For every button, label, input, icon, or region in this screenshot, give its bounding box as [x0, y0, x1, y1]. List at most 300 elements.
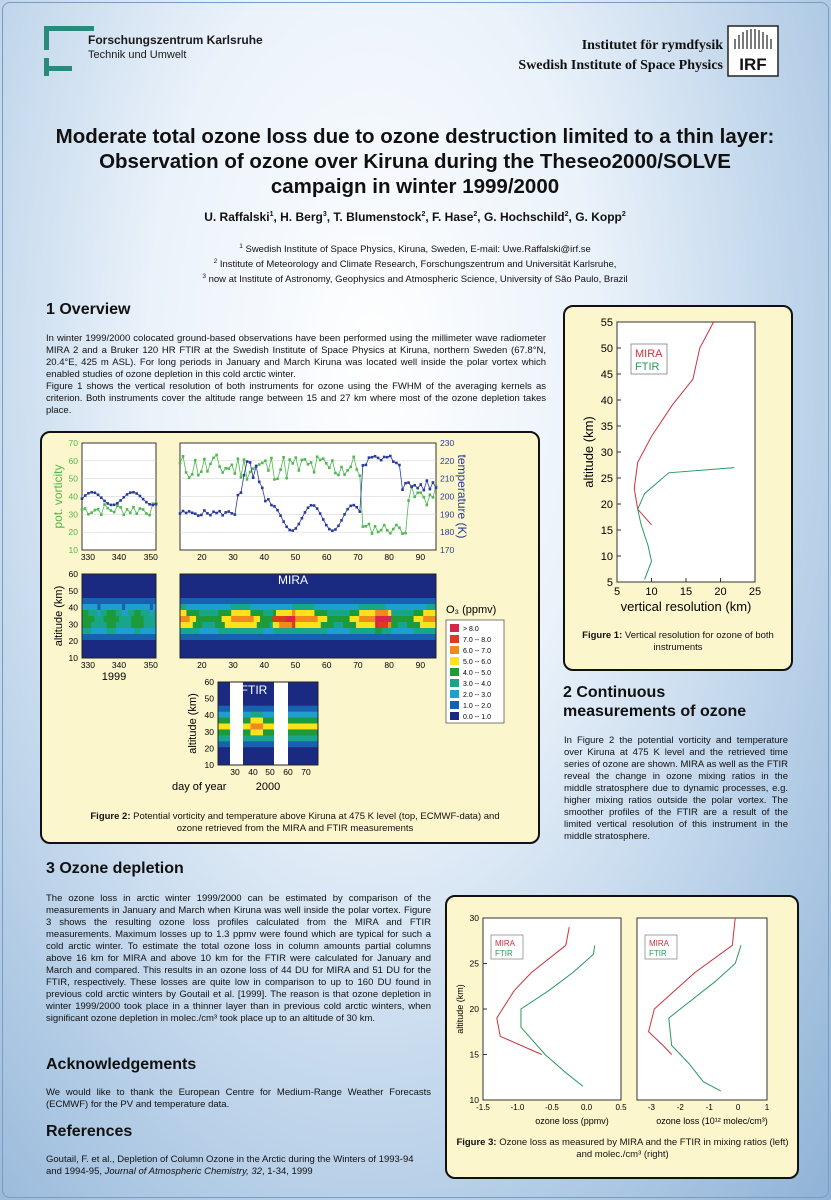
fig2-mira-cell [414, 586, 418, 592]
fig2-mira-cell [334, 598, 338, 604]
fig2-ftir-cell [313, 759, 316, 765]
fig2-temp-2000-point [291, 529, 294, 532]
fig2-mira-cell [382, 628, 386, 634]
reference-entry [46, 1154, 431, 1178]
fig2-mira-cell [196, 586, 200, 592]
fig2-o3-1999-cell [144, 628, 147, 634]
fig2-mira-cell [209, 628, 213, 634]
fig2-mira-cell [321, 598, 325, 604]
fig2-mira-cell [282, 604, 286, 610]
fig2-ftir-cell [293, 735, 296, 741]
fig2-mira-cell [366, 646, 370, 652]
fig2-mira-cell [196, 628, 200, 634]
fig2-o3-1999-cell [113, 580, 116, 586]
fig2-mira-cell [241, 646, 245, 652]
fig2-pv-2000-point [404, 532, 407, 535]
fig2-temp-2000-point [340, 519, 343, 522]
fig2-mira-cell [359, 634, 363, 640]
fig2-mira-cell [343, 646, 347, 652]
fig2-mira-cell [343, 616, 347, 622]
fig2-mira-cell [423, 622, 427, 628]
fig3-ytick-label: 30 [469, 913, 479, 923]
fig2-mira-cell [199, 634, 203, 640]
fig2-mira-cell [270, 580, 274, 586]
fig2-mira-cell [257, 652, 261, 658]
fig2-pv-2000-point [371, 532, 374, 535]
fig2-mira-cell [423, 628, 427, 634]
fig2-o3-1999-cell [134, 598, 137, 604]
fig2-pv-2000-point [227, 467, 230, 470]
fig2-temp-2000-point [401, 488, 404, 491]
fig2-o3-1999-cell [144, 580, 147, 586]
fig2-mira-cell [273, 622, 277, 628]
fig2-mira-cell [273, 598, 277, 604]
fig2-mira-cell [343, 640, 347, 646]
fig2-mira-cell [366, 610, 370, 616]
fig2-mira-cell [266, 640, 270, 646]
fig2-temp-tick: 170 [440, 545, 455, 555]
fig2-mira-cell [378, 616, 382, 622]
fig2-o3-1999-cell [107, 628, 110, 634]
fig2-mira-cell [420, 616, 424, 622]
fig2-mira-cell [385, 574, 389, 580]
fig2-o3-1999-cell [88, 610, 91, 616]
fig2-ftir-cell [311, 712, 314, 718]
fig2-ftir-cell [248, 741, 251, 747]
fig2-mira-cell [334, 622, 338, 628]
fig2-mira-cell [401, 640, 405, 646]
fig2-mira-cell [407, 616, 411, 622]
fig2-o3-1999-cell [104, 598, 107, 604]
fig2-o3-1999-cell [101, 592, 104, 598]
fig2-pv-1999-point [135, 512, 138, 515]
fig2-mira-cell [430, 640, 434, 646]
fig2-mira-cell [417, 628, 421, 634]
fig2-pv-2000-point [423, 496, 426, 499]
fig2-mira-cell [247, 574, 251, 580]
fig2-o3-1999-cell [110, 634, 113, 640]
fig2-year-2000: 2000 [255, 781, 281, 793]
fig2-o3-1999-cell [138, 574, 141, 580]
fig2-o3-1999-cell [110, 580, 113, 586]
fig2-mira-cell [404, 622, 408, 628]
fig2-mira-cell [308, 622, 312, 628]
fig2-mira-cell [222, 616, 226, 622]
fig2-mira-cell [302, 598, 306, 604]
fig2-ftir-cell [226, 718, 229, 724]
fig2-mira-cell [321, 622, 325, 628]
fig2-mira-cell [318, 598, 322, 604]
fig2-mira-cell [209, 604, 213, 610]
fig2-mira-cell [356, 598, 360, 604]
fig2-xtick-2000: 20 [197, 552, 207, 562]
fig2-mira-cell [234, 616, 238, 622]
fig2-ftir-cell [313, 724, 316, 730]
fig2-mira-cell [276, 634, 280, 640]
fig2-mira-cell [401, 622, 405, 628]
fig2-mira-cell [407, 586, 411, 592]
fig2-o3-1999-cell [110, 622, 113, 628]
fig2-mira-cell [286, 598, 290, 604]
fig2-mira-cell [295, 598, 299, 604]
fig2-mira-cell [215, 604, 219, 610]
fig2-o3-1999-cell [138, 646, 141, 652]
fig2-mira-cell [202, 634, 206, 640]
fig2-o3-1999-cell [150, 640, 153, 646]
fig2-mira-cell [366, 586, 370, 592]
fig2-pv-2000-point [416, 491, 419, 494]
fig2-temp-2000-point [231, 512, 234, 515]
fig2-o3-1999-cell [94, 610, 97, 616]
fig2-mira-cell [199, 628, 203, 634]
fig2-o3-1999-cell [131, 580, 134, 586]
fig2-mira-cell [209, 598, 213, 604]
fig2-o3-1999-cell [131, 634, 134, 640]
fig2-o3-1999-cell [150, 616, 153, 622]
fig2-mira-cell [388, 598, 392, 604]
fig2-xtick-2000-b: 20 [197, 660, 207, 670]
fig2-mira-cell [420, 592, 424, 598]
fig2-o3-1999-cell [144, 640, 147, 646]
fig2-ftir-cell [291, 688, 294, 694]
fig2-mira-cell [337, 628, 341, 634]
fig2-mira-cell [260, 646, 264, 652]
fig2-ftir-cell [271, 712, 274, 718]
fig2-o3-1999-cell [104, 616, 107, 622]
fig2-mira-cell [378, 580, 382, 586]
fig2-o3-1999-cell [141, 646, 144, 652]
fig2-pv-tick: 40 [68, 491, 78, 502]
fig2-o3-1999-cell [94, 640, 97, 646]
fig2-temp-2000-point [221, 514, 224, 517]
fig2-o3-1999-cell [91, 622, 94, 628]
fig2-mira-cell [356, 640, 360, 646]
fig2-o3-1999-cell [150, 580, 153, 586]
fig2-o3-1999-cell [122, 628, 125, 634]
fig2-mira-cell [295, 628, 299, 634]
fig2-mira-cell [234, 652, 238, 658]
fig2-ftir-cell [251, 700, 254, 706]
fig2-mira-cell [430, 580, 434, 586]
fig2-mira-cell [183, 586, 187, 592]
fig2-o3-1999-cell [104, 592, 107, 598]
fig2-ftir-cell [248, 718, 251, 724]
fig2-pv-1999-point [139, 507, 142, 510]
fig2-pv-1999-point [100, 513, 103, 516]
fig2-ftir-cell [303, 741, 306, 747]
fig2-o3-1999-cell [85, 574, 88, 580]
fig2-ftir-cell [266, 747, 269, 753]
fig2-mira-cell [183, 604, 187, 610]
fig2-o3-1999-cell [97, 628, 100, 634]
fig2-o3-1999-cell [110, 616, 113, 622]
fig2-o3-1999-cell [131, 652, 134, 658]
fig2-pv-1999-point [84, 507, 87, 510]
fig2-mira-cell [193, 616, 197, 622]
fig2-temp-tick: 210 [440, 473, 455, 484]
fig2-temp-1999-point [110, 504, 113, 507]
fig2-o3-1999-cell [122, 646, 125, 652]
fig2-ftir-cell [306, 706, 309, 712]
fig2-ftir-cell [243, 741, 246, 747]
fig2-mira-cell [340, 610, 344, 616]
fig2-mira-cell [241, 610, 245, 616]
fig2-o3-1999-cell [85, 628, 88, 634]
fig2-mira-cell [346, 646, 350, 652]
fig2-mira-cell [321, 580, 325, 586]
fig2-mira-cell [199, 610, 203, 616]
fig2-pv-2000-point [374, 525, 377, 528]
fig2-mira-cell [334, 628, 338, 634]
fig2-mira-cell [410, 646, 414, 652]
fig2-mira-cell [260, 598, 264, 604]
fig2-o3-1999-cell [113, 646, 116, 652]
fig2-mira-cell [254, 616, 258, 622]
fig2-mira-cell [423, 580, 427, 586]
fig2-mira-cell [330, 622, 334, 628]
fig2-mira-cell [404, 592, 408, 598]
fig2-mira-cell [391, 586, 395, 592]
fig2-o3-1999-cell [128, 622, 131, 628]
fig2-mira-cell [241, 598, 245, 604]
fig2-mira-cell [270, 652, 274, 658]
fig2-mira-cell [378, 628, 382, 634]
fig2-mira-cell [318, 640, 322, 646]
fig2-mira-cell [199, 586, 203, 592]
fig2-mira-cell [308, 610, 312, 616]
fig2-ftir-cell [303, 706, 306, 712]
fig2-mira-cell [398, 598, 402, 604]
fig2-mira-cell [343, 592, 347, 598]
author: G. Kopp$^2$ [575, 210, 626, 224]
fig2-o3-1999-cell [82, 574, 85, 580]
fig2-mira-cell [382, 604, 386, 610]
fig2-mira-cell [324, 628, 328, 634]
fig2-o3-1999-cell [147, 574, 150, 580]
fig2-ftir-cell [271, 753, 274, 759]
fig2-o3-1999-cell [104, 634, 107, 640]
fig2-o3-1999-cell [134, 586, 137, 592]
fig2-mira-cell [414, 628, 418, 634]
fig2-o3-1999-cell [85, 616, 88, 622]
fig2-ftir-cell [296, 741, 299, 747]
fig2-o3-1999-cell [97, 652, 100, 658]
fig2-mira-cell [222, 634, 226, 640]
fig2-pv-2000-point [267, 469, 270, 472]
fig2-o3-1999-cell [110, 652, 113, 658]
fig2-ftir-cell [313, 735, 316, 741]
fig2-pv-1999-point [116, 504, 119, 507]
fig2-ftir-cell [271, 682, 274, 688]
fig2-mira-cell [206, 604, 210, 610]
figure-2-caption-text: Potential vorticity and temperature above Kiruna at 475 K level (top, ECMWF-data) and ozone retrieved from the MIRA and FTIR measurements [133, 811, 500, 834]
fig2-o3-1999-cell [144, 634, 147, 640]
fig2-mira-cell [327, 634, 331, 640]
fig2-ftir-cell [298, 682, 301, 688]
fig2-mira-cell [330, 574, 334, 580]
fig2-mira-cell [215, 580, 219, 586]
fig2-mira-cell [231, 610, 235, 616]
fig2-o3-1999-cell [150, 598, 153, 604]
fig2-ftir-cell [293, 706, 296, 712]
fig2-mira-cell [231, 586, 235, 592]
fig2-ftir-cell [313, 706, 316, 712]
fig2-o3-1999-cell [94, 604, 97, 610]
fig2-ftir-cell [263, 718, 266, 724]
fig2-mira-cell [193, 628, 197, 634]
fig2-mira-cell [295, 592, 299, 598]
fig2-o3-legend-swatch [450, 679, 459, 687]
fig2-mira-cell [270, 616, 274, 622]
fig2-ftir-cell [303, 718, 306, 724]
fig2-temp-2000-point [179, 512, 182, 515]
fig2-mira-cell [366, 634, 370, 640]
fig2-o3-1999-cell [116, 640, 119, 646]
fig2-pv-1999-point [148, 514, 151, 517]
fig2-mira-cell [388, 652, 392, 658]
fig2-mira-cell [212, 604, 216, 610]
fig2-mira-cell [346, 604, 350, 610]
fig2-mira-cell [385, 628, 389, 634]
fig2-mira-cell [343, 622, 347, 628]
fig2-temp-2000-point [316, 507, 319, 510]
fig2-mira-cell [257, 616, 261, 622]
fig2-mira-cell [218, 586, 222, 592]
fig2-mira-cell [356, 634, 360, 640]
fig2-mira-cell [286, 652, 290, 658]
fig2-ftir-cell [288, 694, 291, 700]
fig2-mira-cell [426, 592, 430, 598]
fig2-temp-2000-point [423, 489, 426, 492]
affiliation: $^2$ Institute of Meteorology and Climate Research, Forschungszentrum and Universität Karlsruhe, [213, 258, 617, 271]
fig3-ytick-label: 15 [469, 1049, 479, 1060]
fig2-ftir-cell [288, 747, 291, 753]
fig2-ftir-cell [258, 729, 261, 735]
fig2-o3-legend-label: 2.0 -- 3.0 [463, 692, 492, 699]
fig2-mira-cell [222, 652, 226, 658]
fig2-mira-cell [190, 628, 194, 634]
fig2-ftir-cell [266, 718, 269, 724]
fig2-mira-cell [343, 610, 347, 616]
fig2-ftir-cell [251, 759, 254, 765]
fig2-mira-cell [270, 640, 274, 646]
fig2-mira-cell [209, 652, 213, 658]
fig2-o3-1999-cell [122, 640, 125, 646]
fig2-mira-cell [186, 640, 190, 646]
fig2-o3-1999-cell [104, 640, 107, 646]
fig2-mira-cell [330, 640, 334, 646]
fig2-o3-1999-cell [134, 646, 137, 652]
fig2-ftir-cell [301, 700, 304, 706]
fig2-mira-cell [391, 592, 395, 598]
fig1-ytick-label: 5 [606, 577, 613, 589]
fig2-mira-cell [209, 640, 213, 646]
fig2-ftir-cell [298, 712, 301, 718]
fig2-o3-1999-cell [85, 640, 88, 646]
fig2-o3-1999-cell [94, 634, 97, 640]
fig2-o3-1999-cell [144, 652, 147, 658]
fig2-o3-legend-swatch [450, 712, 459, 720]
fig2-o3-1999-cell [125, 646, 128, 652]
fig2-mira-cell [263, 592, 267, 598]
fig2-mira-cell [231, 598, 235, 604]
fig2-mira-cell [366, 598, 370, 604]
fig2-mira-cell [244, 634, 248, 640]
fig2-o3-1999-cell [94, 652, 97, 658]
fig2-mira-cell [321, 604, 325, 610]
fig2-ftir-cell [258, 706, 261, 712]
fig2-mira-cell [241, 586, 245, 592]
fig2-xtick-2000-b: 30 [228, 660, 238, 670]
fig2-mira-cell [257, 646, 261, 652]
fig3-ytick-label: 25 [469, 958, 479, 969]
fig2-o3-1999-cell [131, 574, 134, 580]
fig2-pv-2000-point [182, 455, 185, 458]
fig2-mira-cell [222, 646, 226, 652]
fig2-temp-2000-point [252, 476, 255, 479]
fig2-mira-cell [212, 652, 216, 658]
fig2-o3-1999-cell [113, 652, 116, 658]
fig2-mira-cell [279, 604, 283, 610]
fig2-o3-1999-cell [150, 610, 153, 616]
fig2-mira-cell [318, 652, 322, 658]
fig2-xtick-1999-b: 330 [80, 660, 96, 670]
fig2-pv-2000-point [368, 523, 371, 526]
fig2-mira-cell [244, 640, 248, 646]
fig2-o3-1999-cell [101, 598, 104, 604]
fig2-mira-cell [430, 592, 434, 598]
fig2-mira-cell [254, 652, 258, 658]
fig2-mira-cell [327, 604, 331, 610]
fig2-mira-cell [430, 598, 434, 604]
fig2-mira-cell [375, 646, 379, 652]
fig2-xtick-2000-b: 90 [415, 660, 426, 670]
fig2-o3-1999-cell [122, 580, 125, 586]
fig2-mira-cell [298, 616, 302, 622]
fig2-o3-1999-cell [94, 592, 97, 598]
fig2-ftir-cell [266, 735, 269, 741]
fig2-o3-1999-cell [104, 586, 107, 592]
affiliation-list [20, 241, 810, 286]
fig2-mira-cell [350, 622, 354, 628]
fig2-ftir-cell [271, 688, 274, 694]
fig2-ftir-cell [311, 741, 314, 747]
fig2-ftir-cell [313, 694, 316, 700]
fig2-mira-cell [394, 634, 398, 640]
fig2-o3-1999-cell [101, 622, 104, 628]
fig2-mira-cell [260, 586, 264, 592]
fig2-mira-cell [359, 574, 363, 580]
fig2-mira-cell [426, 616, 430, 622]
fig2-pv-2000-point [395, 524, 398, 527]
fig2-mira-cell [398, 574, 402, 580]
fig2-mira-cell [266, 628, 270, 634]
fig2-ftir-cell [253, 759, 256, 765]
fig2-o3-1999-cell [85, 634, 88, 640]
fig2-ftir-cell [223, 759, 226, 765]
author: G. Hochschild$^2$ [483, 210, 569, 224]
fig2-o3-legend-label: 6.0 -- 7.0 [463, 648, 492, 655]
fig2-mira-cell [302, 616, 306, 622]
fig2-mira-cell [346, 586, 350, 592]
fig2-mira-cell [212, 580, 216, 586]
fig2-mira-cell [286, 628, 290, 634]
fig2-mira-cell [420, 610, 424, 616]
fig2-ftir-cell [271, 759, 274, 765]
fig2-o3-1999-cell [101, 610, 104, 616]
fig2-temp-2000-point [395, 462, 398, 465]
fig2-mira-cell [385, 622, 389, 628]
